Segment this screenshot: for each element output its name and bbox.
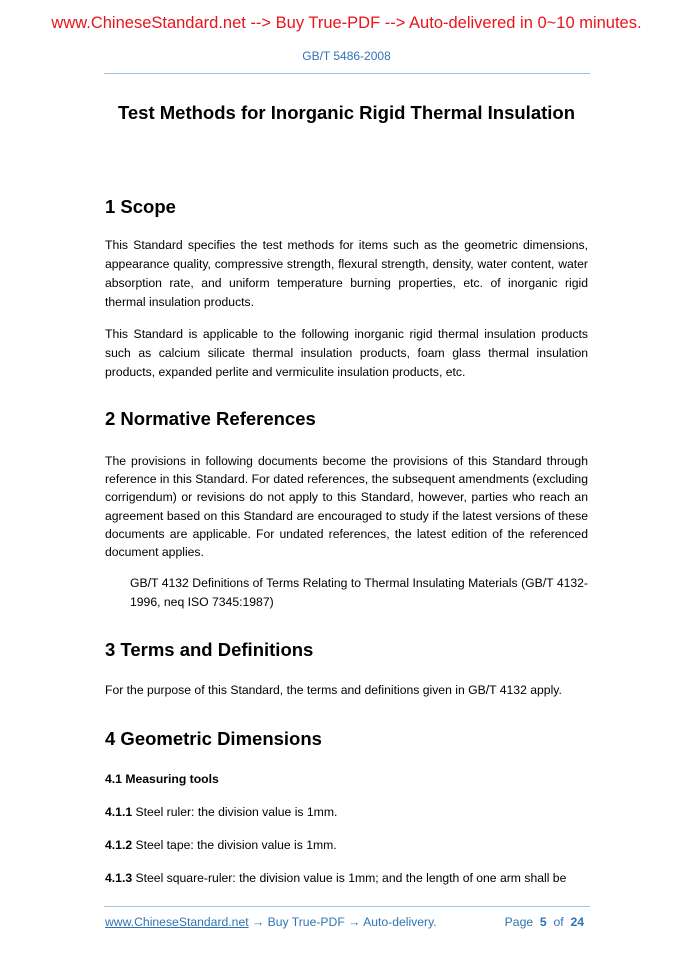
clause-number: 4.1.1 — [105, 805, 133, 819]
reference-item: GB/T 4132 Definitions of Terms Relating to Thermal Insulating Materials (GB/T 4132-1996, neq ISO 7345:1987) — [130, 576, 588, 609]
header-divider — [104, 73, 590, 74]
section-heading: 4 Geometric Dimensions — [105, 728, 322, 749]
footer-divider — [104, 906, 590, 907]
paragraph: This Standard is applicable to the following inorganic rigid thermal insulation products such as calcium silicate thermal insulation products, foam glass thermal insulation products, expanded perlite and vermiculite insulation products, etc. — [105, 327, 588, 379]
footer: www.ChineseStandard.net → Buy True-PDF → Auto-delivery. Page 5 of 24 — [105, 915, 584, 929]
clause: 4.1.2 Steel tape: the division value is 1mm. — [105, 838, 337, 852]
footer-link[interactable]: www.ChineseStandard.net — [105, 915, 249, 929]
document-number: GB/T 5486-2008 — [302, 49, 391, 63]
clause: 4.1.3 Steel square-ruler: the division value is 1mm; and the length of one arm shall be — [105, 871, 567, 885]
paragraph: The provisions in following documents become the provisions of this Standard through reference in this Standard. For dated references, the subsequent amendments (excluding corrigendum) or revisions do not apply to this Standard, however, parties who reach an agreement based on this Standard are encouraged to study if the latest versions of these documents are applicable. For undated references, the latest edition of the referenced document applies. — [105, 454, 588, 560]
promo-banner[interactable]: www.ChineseStandard.net --> Buy True-PDF --> Auto-delivered in 0~10 minutes. — [51, 14, 642, 32]
clause-number: 4.1.2 — [105, 838, 133, 852]
paragraph: For the purpose of this Standard, the terms and definitions given in GB/T 4132 apply. — [105, 683, 562, 697]
page-indicator: Page 5 of 24 — [504, 915, 584, 929]
document-title: Test Methods for Inorganic Rigid Thermal Insulation — [117, 102, 576, 123]
clause-number: 4.1.3 — [105, 871, 133, 885]
clause: 4.1.1 Steel ruler: the division value is 1mm. — [105, 805, 338, 819]
section-heading: 3 Terms and Definitions — [105, 639, 314, 660]
section-heading: 2 Normative References — [105, 408, 316, 429]
paragraph: This Standard specifies the test methods for items such as the geometric dimensions, appearance quality, compressive strength, flexural strength, density, water content, water absorption rate, and uniform temperature burning properties, etc. of inorganic rigid thermal insulation products. — [105, 238, 588, 309]
subsection-heading: 4.1 Measuring tools — [105, 772, 219, 786]
section-heading: 1 Scope — [105, 196, 176, 217]
